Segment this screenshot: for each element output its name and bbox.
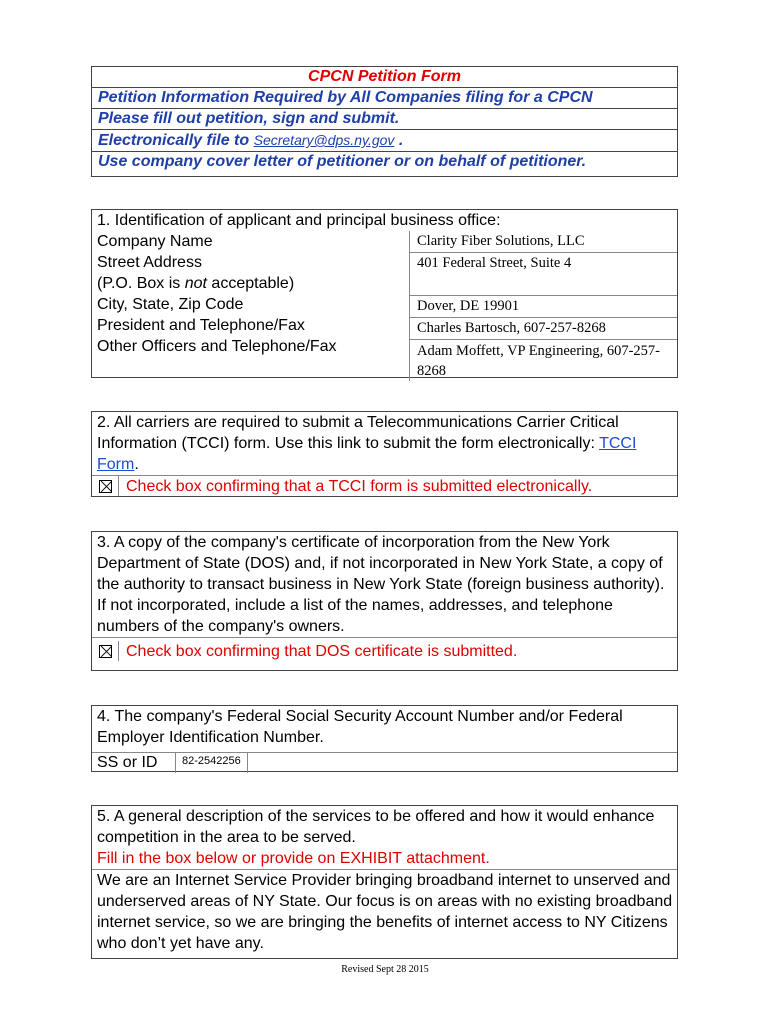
checked-x-icon (99, 480, 112, 493)
section-dos-certificate (91, 531, 678, 671)
id-row (92, 752, 677, 773)
other-officers-field[interactable]: Adam Moffett, VP Engineering, 607-257-8268 (417, 343, 660, 379)
city-state-zip-field[interactable]: Dover, DE 19901 (410, 296, 677, 318)
header-line-instructions: Please fill out petition, sign and submit. (92, 109, 677, 130)
dos-check-label: Check box confirming that DOS certificate is submitted. (126, 642, 518, 660)
revision-footer: Revised Sept 28 2015 (341, 964, 429, 975)
header-line-required: Petition Information Required by All Companies filing for a CPCN (92, 88, 677, 109)
section4-text: 4. The company's Federal Social Security Account Number and/or Federal Employer Identification Number. (97, 708, 623, 746)
section3-text: 3. A copy of the company's certificate of incorporation from the New York Department of State (DOS) and, if not incorporated in New York State, a copy of the authority to transact business in New York State (foreign business authority). If not incorporated, include a list of the names, addresses, and telephone numbers of the company's owners. (97, 534, 665, 635)
president-field[interactable]: Charles Bartosch, 607-257-8268 (410, 318, 677, 340)
section5-text: 5. A general description of the services to be offered and how it would enhance competition in the area to be served. (97, 808, 655, 846)
section1-values (409, 231, 677, 381)
form-header (91, 66, 678, 177)
label-street-address: Street Address (97, 254, 202, 271)
section-services (91, 805, 678, 959)
dos-checkbox[interactable] (92, 641, 119, 661)
efile-prefix: Electronically file to (98, 132, 254, 149)
section1-labels (92, 231, 409, 381)
email-link[interactable]: Secretary@dps.ny.gov (253, 132, 395, 148)
section1-heading: 1. Identification of applicant and principal business office: (97, 212, 501, 229)
form-title: CPCN Petition Form (92, 67, 677, 88)
section5-instruction: Fill in the box below or provide on EXHIBIT attachment. (97, 850, 490, 867)
checked-x-icon (99, 645, 112, 658)
header-line-cover-letter: Use company cover letter of petitioner or on behalf of petitioner. (98, 153, 587, 170)
id-label: SS or ID (97, 754, 158, 771)
label-president: President and Telephone/Fax (97, 317, 305, 334)
section2-period: . (134, 456, 139, 473)
label-other-officers: Other Officers and Telephone/Fax (97, 338, 337, 355)
section2-text (92, 412, 677, 475)
label-company-name: Company Name (97, 233, 213, 250)
section2-body: 2. All carriers are required to submit a Telecommunications Carrier Critical Information (TCCI) form. Use this link to submit the form electronically: (97, 414, 619, 452)
tcci-form-link[interactable]: TCCI Form (97, 435, 637, 473)
services-description-field[interactable]: We are an Internet Service Provider bringing broadband internet to unserved and underserved areas of NY State. Our focus is on areas with no existing broadband internet service, so we are bringing the benefits of internet access to NY Citizens who don’t yet have any. (92, 869, 677, 954)
efile-suffix: . (394, 132, 404, 149)
tcci-check-label: Check box confirming that a TCCI form is submitted electronically. (126, 477, 593, 495)
tcci-checkbox[interactable] (92, 476, 119, 496)
company-name-field[interactable]: Clarity Fiber Solutions, LLC (410, 231, 677, 253)
po-box-note-b: acceptable) (206, 275, 295, 292)
dos-check-row (92, 637, 677, 664)
section-identification (91, 209, 678, 378)
po-box-note-a: (P.O. Box is (97, 275, 185, 292)
section-tcci (91, 411, 678, 497)
label-city-state-zip: City, State, Zip Code (97, 296, 244, 313)
tcci-check-row (92, 475, 677, 496)
street-address-field[interactable]: 401 Federal Street, Suite 4 (410, 253, 677, 296)
id-field[interactable]: 82-2542256 (175, 753, 248, 773)
header-line-efile (92, 130, 677, 152)
section-tax-id (91, 705, 678, 772)
po-box-note-not: not (184, 275, 207, 292)
label-po-box-note (97, 273, 409, 294)
